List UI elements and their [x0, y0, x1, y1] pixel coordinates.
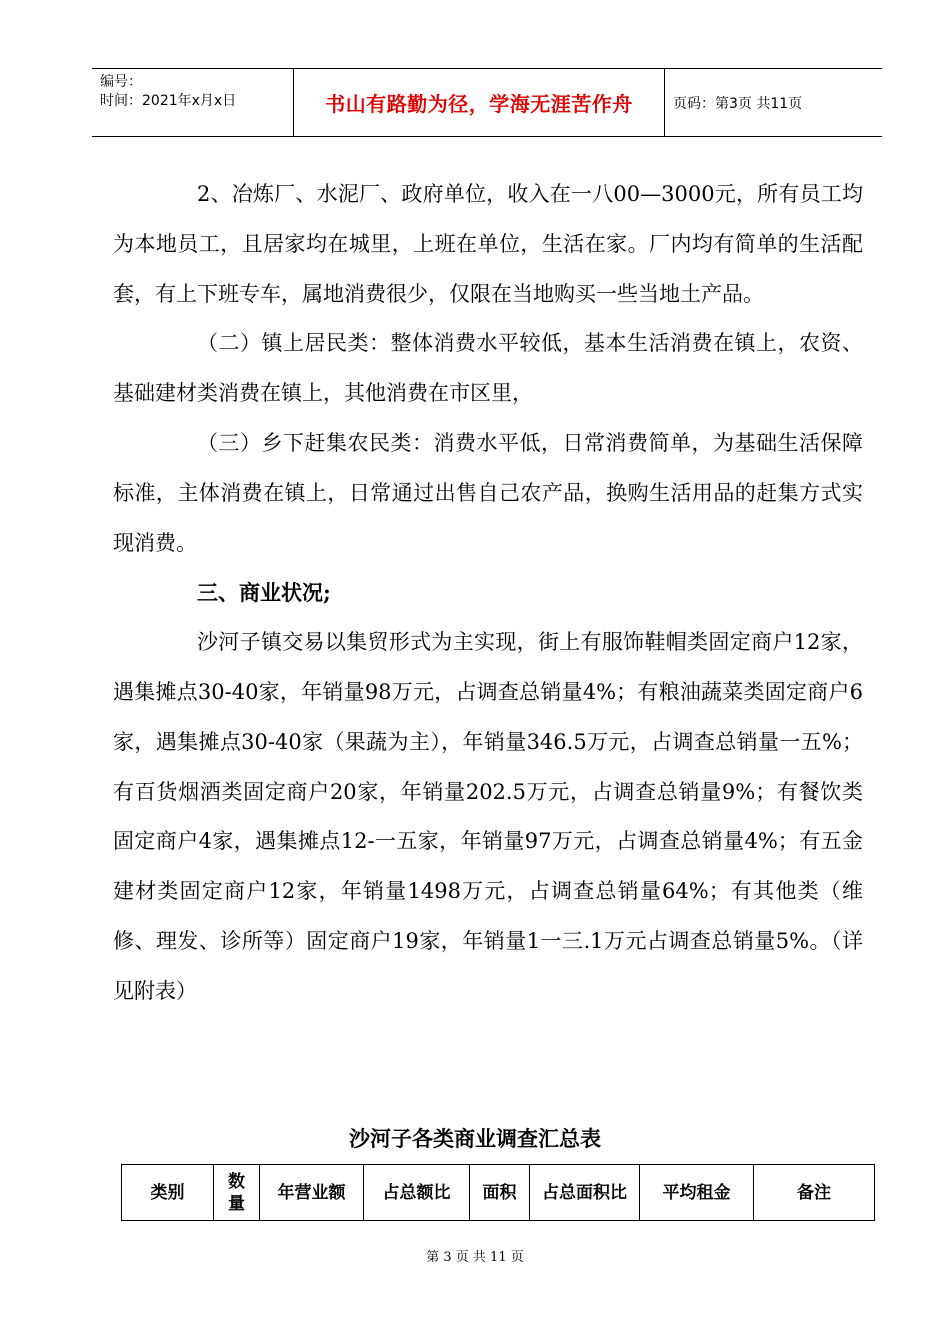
document-number-label: 编号： — [100, 74, 142, 90]
col-header-average-rent: 平均租金 — [640, 1165, 754, 1221]
paragraph-commerce-detail: 沙河子镇交易以集贸形式为主实现，街上有服饰鞋帽类固定商户12家，遇集摊点30-40家，年销量98万元，占调查总销量4%；有粮油蔬菜类固定商户6家，遇集摊点30-40家（果蔬为主），年销量346.5万元，占调查总销量一五%；有百货烟酒类固定商户20家，年销量202.5万元，占调查总销量9%；有餐饮类固定商户4家，遇集摊点12-一五家，年销量97万元，占调查总销量4%；有五金建材类固定商户12家，年销量1498万元，占调查总销量64%；有其他类（维修、理发、诊所等）固定商户19家，年销量1一三.1万元占调查总销量5%。（详见附表） — [113, 630, 863, 1003]
document-time-label: 时间：2021年x月x日 — [100, 93, 237, 109]
document-body — [113, 170, 863, 1017]
section-heading-commerce: 三、商业状况; — [197, 580, 331, 606]
col-header-area: 面积 — [470, 1165, 530, 1221]
paragraph-income: 2、冶炼厂、水泥厂、政府单位，收入在一八00—3000元，所有员工均为本地员工，且居家均在城里，上班在单位，生活在家。厂内均有简单的生活配套，有上下班专车，属地消费很少，仅限在当地购买一些当地土产品。 — [113, 182, 863, 306]
header-page-info: 页码：第3页 共11页 — [673, 95, 803, 112]
col-header-count: 数量 — [214, 1165, 260, 1221]
paragraph-town-residents: （二）镇上居民类：整体消费水平较低，基本生活消费在镇上，农资、基础建材类消费在镇上，其他消费在市区里， — [113, 331, 863, 406]
col-header-annual-revenue: 年营业额 — [260, 1165, 364, 1221]
header-motto-cell — [293, 69, 665, 136]
col-header-revenue-share: 占总额比 — [364, 1165, 470, 1221]
table-header-row — [122, 1165, 875, 1221]
col-header-category: 类别 — [122, 1165, 214, 1221]
page-footer: 第 3 页 共 11 页 — [426, 1250, 524, 1265]
header-motto: 书山有路勤为径，学海无涯苦作舟 — [325, 92, 633, 116]
header-meta — [92, 69, 293, 136]
page-header — [92, 68, 882, 137]
table-title: 沙河子各类商业调查汇总表 — [349, 1126, 601, 1151]
col-header-area-share: 占总面积比 — [530, 1165, 640, 1221]
paragraph-rural-farmers: （三）乡下赶集农民类：消费水平低，日常消费简单，为基础生活保障标准，主体消费在镇上，日常通过出售自己农产品，换购生活用品的赶集方式实现消费。 — [113, 430, 863, 555]
summary-table — [121, 1164, 875, 1221]
col-header-remarks: 备注 — [754, 1165, 875, 1221]
